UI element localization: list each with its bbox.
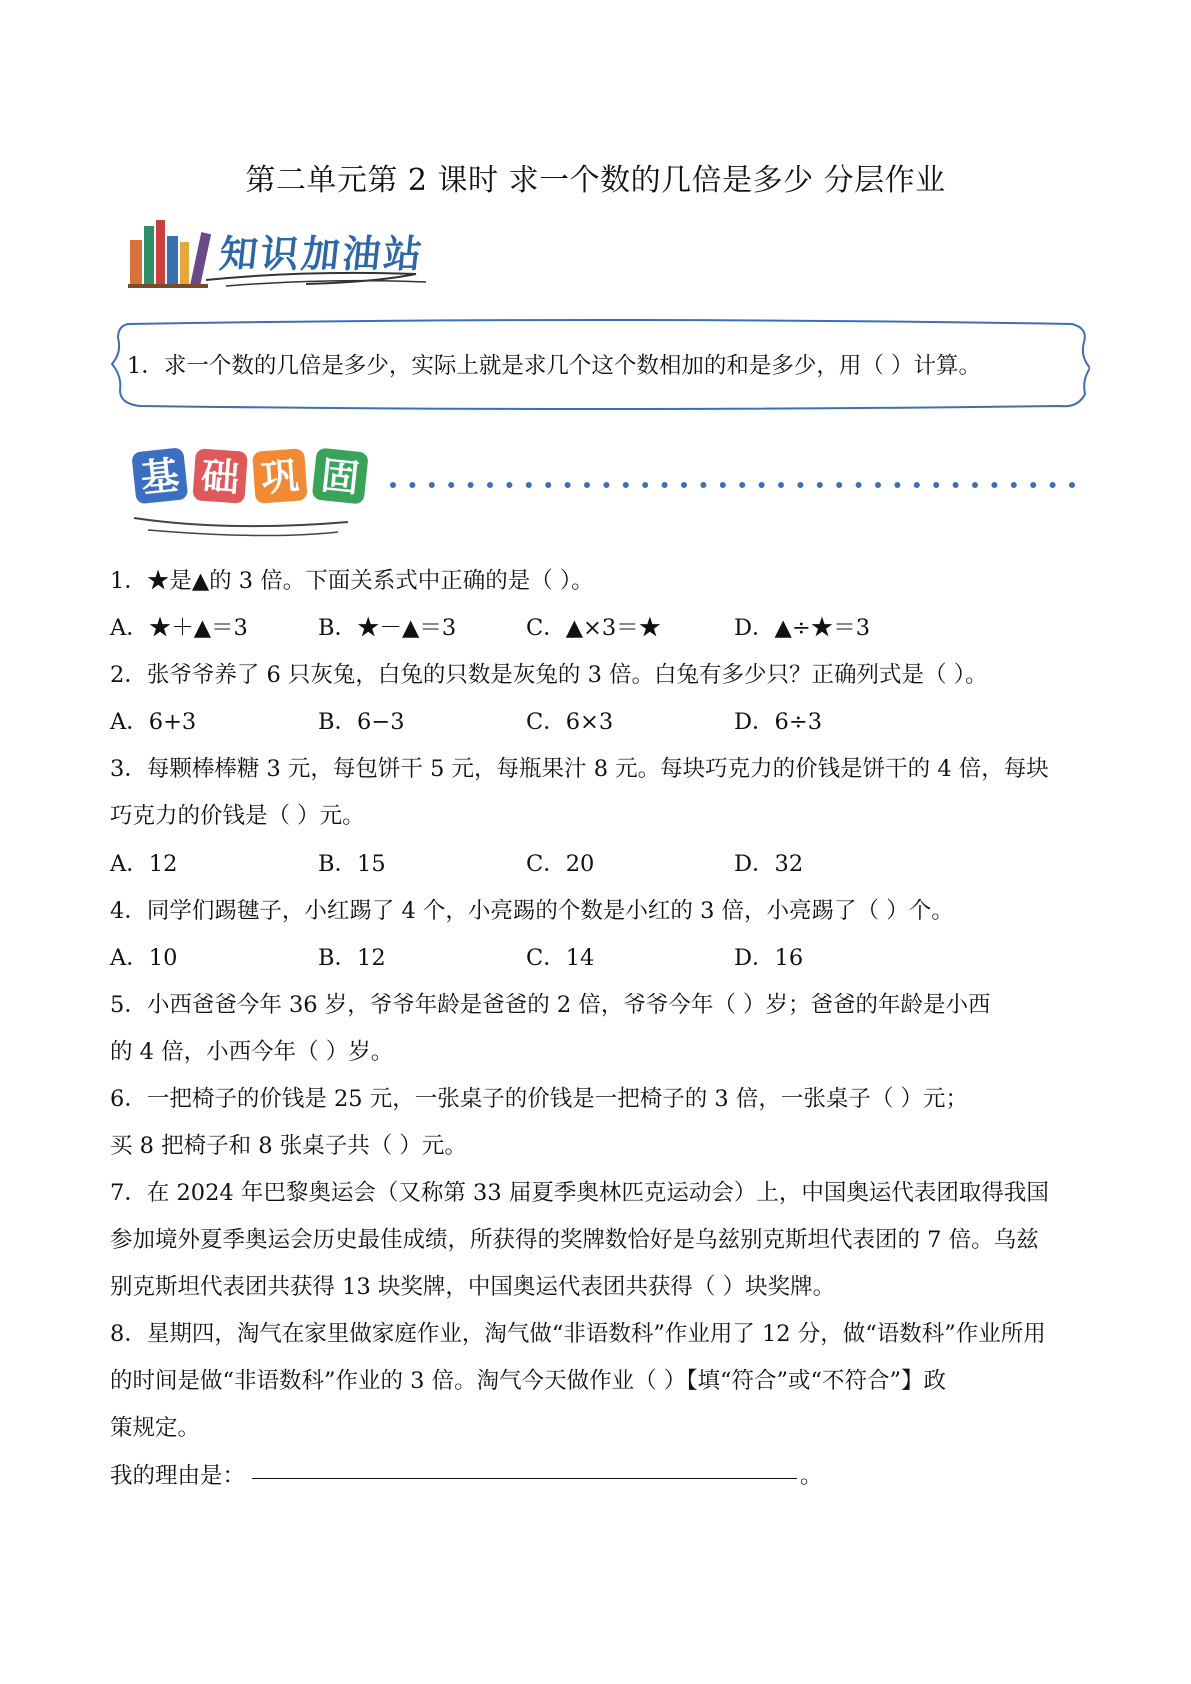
tile-char-1: 基 [138, 452, 182, 501]
question-1-option-a: A．★＋▲＝3 [110, 615, 248, 641]
question-2-option-a: A．6+3 [110, 709, 197, 735]
question-2-line-1: 2．张爷爷养了 6 只灰兔，白兔的只数是灰兔的 3 倍。白兔有多少只？正确列式是（ ）。 [110, 662, 988, 688]
question-7-line-1: 7．在 2024 年巴黎奥运会（又称第 33 届夏季奥林匹克运动会）上，中国奥运代表团取得我国 [110, 1180, 1049, 1206]
question-1-option-c: C．▲×3＝★ [526, 615, 662, 641]
question-8-line-3: 策规定。 [110, 1415, 201, 1441]
question-2-option-c: C．6×3 [526, 709, 614, 735]
question-2-option-b: B．6−3 [318, 709, 405, 735]
question-1-option-d: D．▲÷★＝3 [734, 615, 871, 641]
question-7-line-3: 别克斯坦代表团共获得 13 块奖牌，中国奥运代表团共获得（ ）块奖牌。 [110, 1274, 836, 1300]
question-4-line-1: 4．同学们踢毽子，小红踢了 4 个，小亮踢的个数是小红的 3 倍，小亮踢了（ ）个。 [110, 898, 954, 924]
question-4-option-b: B．12 [318, 945, 386, 971]
question-8-line-1: 8．星期四，淘气在家里做家庭作业，淘气做“非语数科”作业用了 12 分，做“语数科”作业所用 [110, 1321, 1046, 1347]
question-5-line-1: 5．小西爸爸今年 36 岁，爷爷年龄是爸爸的 2 倍，爷爷今年（ ）岁；爸爸的年龄是小西 [110, 992, 991, 1018]
question-6-line-1: 6．一把椅子的价钱是 25 元，一张桌子的价钱是一把椅子的 3 倍，一张桌子（ ）元； [110, 1086, 969, 1112]
tile-char-3: 巩 [259, 453, 301, 501]
question-3-option-d: D．32 [734, 851, 804, 877]
question-3-line-1: 3．每颗棒棒糖 3 元，每包饼干 5 元，每瓶果汁 8 元。每块巧克力的价钱是饼干的 4 倍，每块 [110, 756, 1049, 782]
question-1-option-b: B．★－▲＝3 [318, 615, 457, 641]
question-1-line-1: 1．★是▲的 3 倍。下面关系式中正确的是（ ）。 [110, 568, 594, 594]
knowledge-banner-title: 知识加油站 [217, 232, 427, 276]
reason-label: 我的理由是： [110, 1463, 246, 1489]
question-4-option-d: D．16 [734, 945, 804, 971]
question-4-option-c: C．14 [526, 945, 595, 971]
question-3-option-a: A．12 [110, 851, 178, 877]
question-4-option-a: A．10 [110, 945, 178, 971]
question-6-line-2: 买 8 把椅子和 8 张桌子共（ ）元。 [110, 1133, 467, 1159]
question-2-option-d: D．6÷3 [734, 709, 823, 735]
page-title: 第二单元第 2 课时 求一个数的几倍是多少 分层作业 [245, 163, 946, 198]
reason-answer-line[interactable] [252, 1478, 797, 1479]
reason-end-mark: 。 [800, 1463, 823, 1489]
question-3-option-b: B．15 [318, 851, 386, 877]
question-7-line-2: 参加境外夏季奥运会历史最佳成绩，所获得的奖牌数恰好是乌兹别克斯坦代表团的 7 倍。乌兹 [110, 1227, 1039, 1253]
question-8-line-2: 的时间是做“非语数科”作业的 3 倍。淘气今天做作业（ ）【填“符合”或“不符合”】政 [110, 1368, 947, 1394]
basics-banner [128, 440, 1088, 540]
tile-char-2: 础 [199, 453, 241, 501]
question-5-line-2: 的 4 倍，小西今年（ ）岁。 [110, 1039, 394, 1065]
question-3-line-2: 巧克力的价钱是（ ）元。 [110, 803, 365, 829]
knowledge-item: 1．求一个数的几倍是多少，实际上就是求几个这个数相加的和是多少，用（ ）计算。 [127, 353, 981, 379]
tile-char-4: 固 [318, 453, 362, 501]
question-3-option-c: C．20 [526, 851, 595, 877]
